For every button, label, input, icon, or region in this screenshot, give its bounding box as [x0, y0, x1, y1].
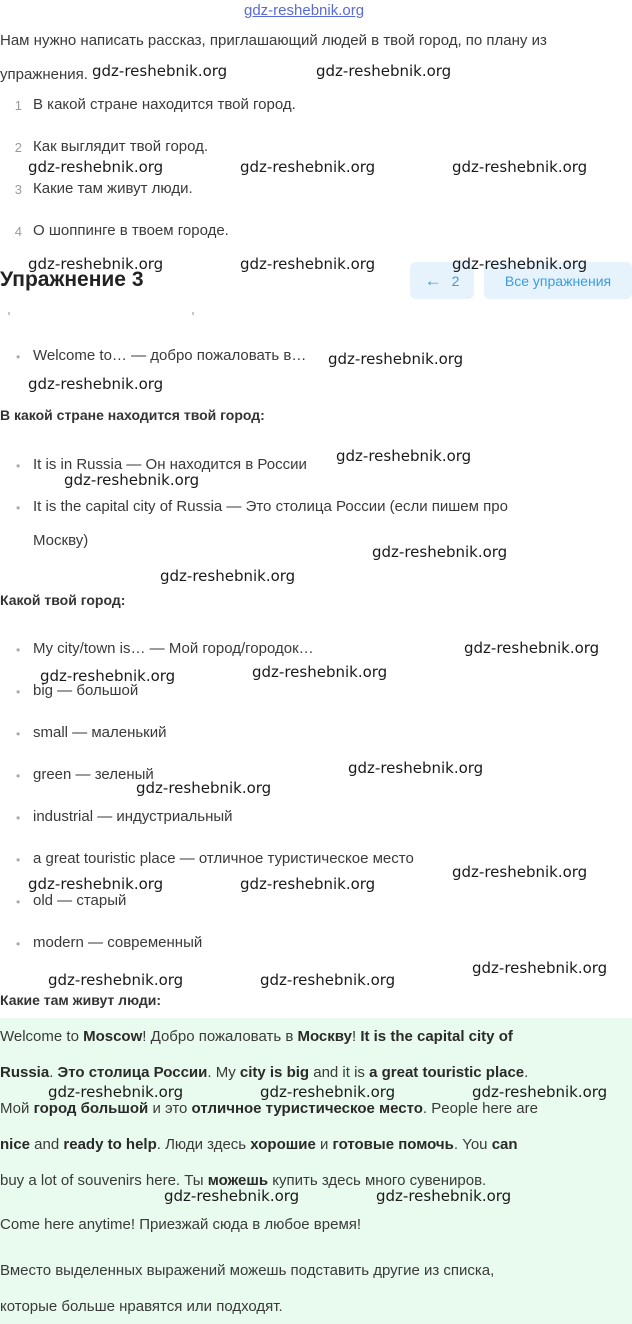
list-item: My city/town is… — Мой город/городок… — [33, 640, 314, 657]
arrow-left-icon: ← — [424, 270, 442, 290]
watermark: gdz-reshebnik.org — [452, 863, 588, 881]
watermark: gdz-reshebnik.org — [136, 779, 272, 797]
list-item: modern — современный — [33, 934, 203, 951]
bullet-icon: • — [16, 501, 21, 515]
intro-line-1: Нам нужно написать рассказ, приглашающий людей в твой город, по плану из — [0, 32, 547, 49]
site-header-link[interactable]: gdz-reshebnik.org — [244, 2, 365, 19]
exercise-title: Упражнение 3 — [0, 268, 144, 291]
answer-line: buy a lot of souvenirs here. Ты можешь купить здесь много сувениров. — [0, 1172, 487, 1189]
watermark: gdz-reshebnik.org — [452, 255, 588, 273]
watermark: gdz-reshebnik.org — [260, 1083, 396, 1101]
watermark: gdz-reshebnik.org — [160, 567, 296, 585]
bullet-icon: • — [16, 727, 21, 741]
list-item: industrial — индустриальный — [33, 808, 233, 825]
watermark: gdz-reshebnik.org — [464, 639, 600, 657]
bullet-icon: • — [16, 459, 21, 473]
list-item-continuation: Москву) — [33, 532, 89, 549]
list-item: Welcome to… — добро пожаловать в… — [33, 347, 307, 364]
plan-item: О шоппинге в твоем городе. — [33, 222, 229, 239]
bullet-icon: • — [16, 685, 21, 699]
watermark: gdz-reshebnik.org — [28, 255, 164, 273]
all-exercises-button[interactable]: Все упражнения — [484, 262, 632, 299]
list-item: green — зеленый — [33, 766, 154, 783]
list-item: a great touristic place — отличное туристическое место — [33, 850, 414, 867]
bullet-icon: • — [16, 769, 21, 783]
cut-line-decoration — [8, 304, 198, 318]
plan-item: В какой стране находится твой город. — [33, 96, 296, 113]
watermark: gdz-reshebnik.org — [92, 62, 228, 80]
watermark: gdz-reshebnik.org — [164, 1187, 300, 1205]
list-item: It is the capital city of Russia — Это столица России (если пишем про — [33, 498, 508, 515]
plan-number: 2 — [14, 140, 22, 155]
list-item: small — маленький — [33, 724, 167, 741]
plan-number: 4 — [14, 224, 22, 239]
prev-exercise-label: 2 — [451, 272, 460, 289]
answer-note: Вместо выделенных выражений можешь подставить другие из списка, — [0, 1262, 495, 1279]
section-heading-country: В какой стране находится твой город: — [0, 407, 265, 423]
watermark: gdz-reshebnik.org — [240, 158, 376, 176]
plan-number: 3 — [14, 182, 22, 197]
watermark: gdz-reshebnik.org — [240, 255, 376, 273]
bullet-icon: • — [16, 853, 21, 867]
answer-note: которые больше нравятся или подходят. — [0, 1298, 283, 1315]
answer-line: nice and ready to help. Люди здесь хорошие и готовые помочь. You can — [0, 1136, 518, 1153]
watermark: gdz-reshebnik.org — [316, 62, 452, 80]
section-heading-city: Какой твой город: — [0, 592, 126, 608]
watermark: gdz-reshebnik.org — [28, 158, 164, 176]
watermark: gdz-reshebnik.org — [472, 1083, 608, 1101]
watermark: gdz-reshebnik.org — [260, 971, 396, 989]
answer-line: Come here anytime! Приезжай сюда в любое время! — [0, 1216, 362, 1233]
answer-line: Welcome to Moscow! Добро пожаловать в Москву! It is the capital city of — [0, 1028, 513, 1045]
watermark: gdz-reshebnik.org — [472, 959, 608, 977]
watermark: gdz-reshebnik.org — [376, 1187, 512, 1205]
bullet-icon: • — [16, 811, 21, 825]
plan-number: 1 — [14, 98, 22, 113]
watermark: gdz-reshebnik.org — [336, 447, 472, 465]
intro-line-2: упражнения. — [0, 66, 88, 83]
watermark: gdz-reshebnik.org — [328, 350, 464, 368]
bullet-icon: • — [16, 937, 21, 951]
watermark: gdz-reshebnik.org — [28, 375, 164, 393]
bullet-icon: • — [16, 895, 21, 909]
plan-item: Какие там живут люди. — [33, 180, 193, 197]
watermark: gdz-reshebnik.org — [28, 875, 164, 893]
answer-line: Мой город большой и это отличное туристическое место. People here are — [0, 1100, 538, 1117]
list-item: It is in Russia — Он находится в России — [33, 456, 307, 473]
watermark: gdz-reshebnik.org — [252, 663, 388, 681]
watermark: gdz-reshebnik.org — [240, 875, 376, 893]
watermark: gdz-reshebnik.org — [64, 471, 200, 489]
watermark: gdz-reshebnik.org — [452, 158, 588, 176]
bullet-icon: • — [16, 350, 21, 364]
section-heading-people: Какие там живут люди: — [0, 992, 161, 1008]
watermark: gdz-reshebnik.org — [48, 971, 184, 989]
watermark: gdz-reshebnik.org — [40, 667, 176, 685]
answer-line: Russia. Это столица России. My city is big and it is a great touristic place. — [0, 1064, 529, 1081]
watermark: gdz-reshebnik.org — [348, 759, 484, 777]
plan-item: Как выглядит твой город. — [33, 138, 209, 155]
watermark: gdz-reshebnik.org — [48, 1083, 184, 1101]
list-item: big — большой — [33, 682, 139, 699]
watermark: gdz-reshebnik.org — [372, 543, 508, 561]
list-item: old — старый — [33, 892, 127, 909]
bullet-icon: • — [16, 643, 21, 657]
